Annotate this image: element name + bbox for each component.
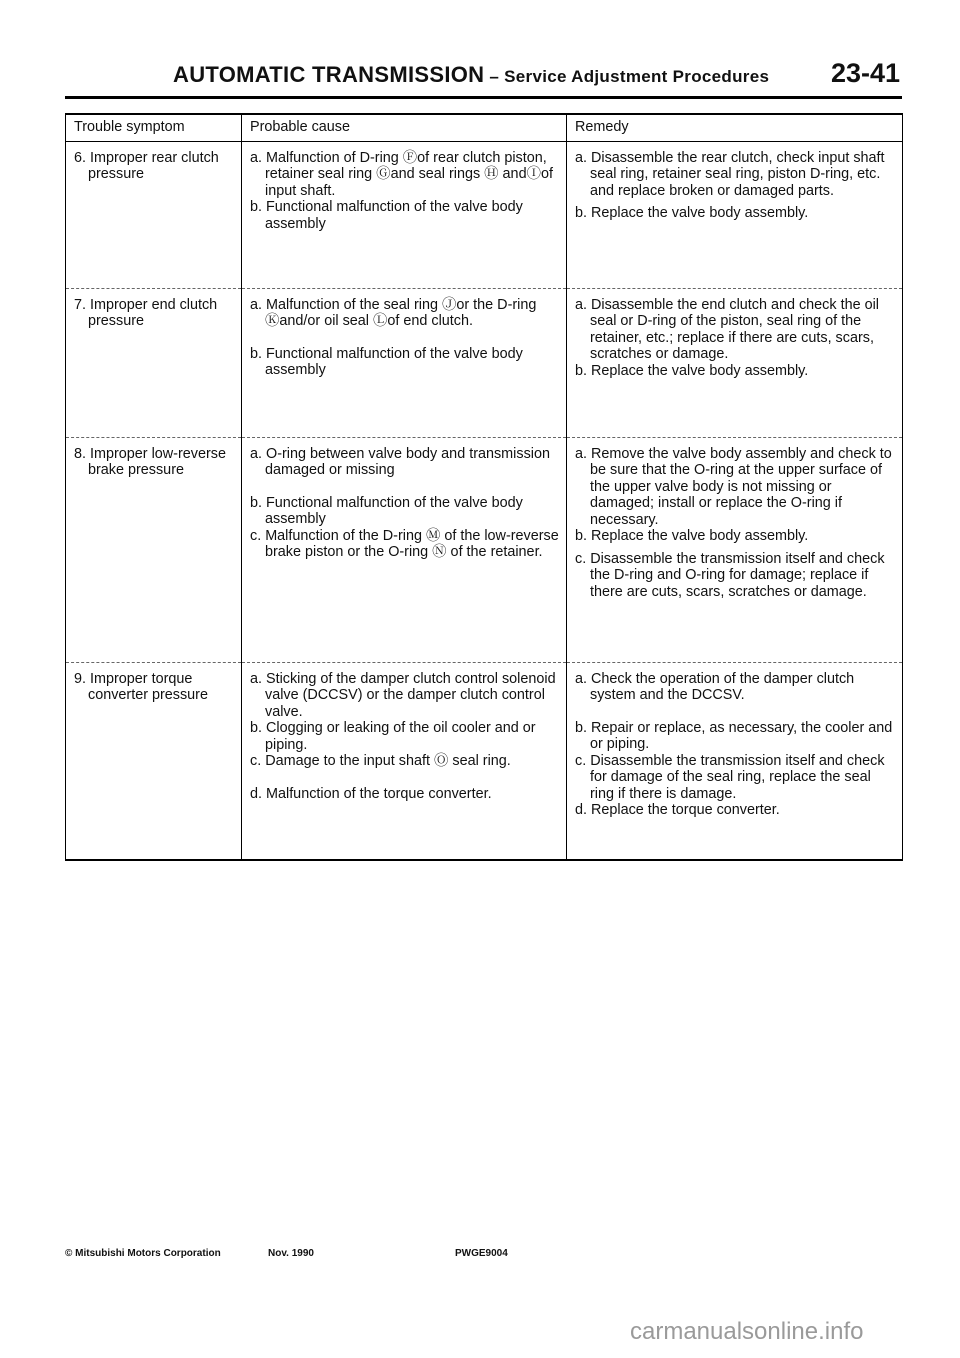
remedy-item: c. Disassemble the transmission itself and check for damage of the seal ring, replace the seal ring if there is damage. xyxy=(575,752,885,802)
cause-cell xyxy=(242,141,567,288)
remedy-item: d. Replace the torque converter. xyxy=(575,802,780,818)
title-sub: – Service Adjustment Procedures xyxy=(484,67,770,86)
cause-item: b. Functional malfunction of the valve body assembly xyxy=(250,199,523,232)
cause-cell xyxy=(242,662,567,860)
footer-copyright: © Mitsubishi Motors Corporation xyxy=(65,1248,221,1259)
cause-item: b. Clogging or leaking of the oil cooler and or piping. xyxy=(250,720,536,753)
troubleshooting-table xyxy=(65,113,903,861)
remedy-cell xyxy=(567,662,903,860)
symptom-text: 8. Improper low-reverse brake pressure xyxy=(74,445,226,478)
remedy-cell xyxy=(567,437,903,662)
table-row xyxy=(66,288,903,437)
footer-date: Nov. 1990 xyxy=(268,1248,314,1259)
symptom-text: 6. Improper rear clutch pressure xyxy=(74,149,219,182)
page-title xyxy=(173,62,769,88)
cause-item: a. O-ring between valve body and transmission damaged or missing xyxy=(250,445,550,478)
symptom-cell xyxy=(66,288,242,437)
symptom-text: 7. Improper end clutch pressure xyxy=(74,296,218,329)
remedy-item: b. Replace the valve body assembly. xyxy=(575,205,809,221)
table-row xyxy=(66,437,903,662)
cause-item: b. Functional malfunction of the valve body assembly xyxy=(250,494,523,527)
cause-item: c. Damage to the input shaft Ⓞ seal ring. xyxy=(250,753,511,769)
cause-cell xyxy=(242,288,567,437)
footer-code: PWGE9004 xyxy=(455,1248,508,1259)
header-trouble-symptom: Trouble symptom xyxy=(66,114,242,141)
header-remedy: Remedy xyxy=(567,114,903,141)
remedy-item: a. Disassemble the end clutch and check the oil seal or D-ring of the piston, seal ring of the retainer, etc.; replace if there are cuts, scars, scratches or damage. xyxy=(575,296,879,362)
cause-item: d. Malfunction of the torque converter. xyxy=(250,785,492,802)
remedy-item: a. Check the operation of the damper clutch system and the DCCSV. xyxy=(575,670,855,703)
remedy-cell xyxy=(567,141,903,288)
header-probable-cause: Probable cause xyxy=(242,114,567,141)
cause-item: a. Sticking of the damper clutch control solenoid valve (DCCSV) or the damper clutch control valve. xyxy=(250,670,556,720)
remedy-item: a. Disassemble the rear clutch, check input shaft seal ring, retainer seal ring, piston D-ring, etc. and replace broken or damaged parts. xyxy=(575,149,885,199)
symptom-cell xyxy=(66,662,242,860)
symptom-text: 9. Improper torque converter pressure xyxy=(74,670,208,703)
page-header xyxy=(65,60,902,99)
table-row xyxy=(66,141,903,288)
table-row xyxy=(66,662,903,860)
cause-item: c. Malfunction of the D-ring Ⓜ of the low-reverse brake piston or the O-ring Ⓝ of the retainer. xyxy=(250,527,559,560)
title-main: AUTOMATIC TRANSMISSION xyxy=(173,62,485,87)
cause-cell xyxy=(242,437,567,662)
page-number: 23-41 xyxy=(830,58,900,88)
table-header-row xyxy=(66,114,903,141)
remedy-item: b. Replace the valve body assembly. xyxy=(575,362,809,379)
remedy-item: a. Remove the valve body assembly and check to be sure that the O-ring at the upper surface of the upper valve body is not missing or damaged; install or replace the O-ring if necessary. xyxy=(575,445,892,528)
remedy-item: b. Replace the valve body assembly. xyxy=(575,528,809,544)
watermark: carmanualsonline.info xyxy=(630,1318,864,1345)
cause-item: a. Malfunction of the seal ring Ⓙor the D-ring Ⓚand/or oil seal Ⓛof end clutch. xyxy=(250,296,537,329)
cause-item: a. Malfunction of D-ring Ⓕof rear clutch piston, retainer seal ring Ⓖand seal rings Ⓗ andⒾof input shaft. xyxy=(250,149,553,199)
remedy-cell xyxy=(567,288,903,437)
cause-item: b. Functional malfunction of the valve body assembly xyxy=(250,345,523,378)
symptom-cell xyxy=(66,437,242,662)
remedy-item: b. Repair or replace, as necessary, the cooler and or piping. xyxy=(575,719,893,752)
symptom-cell xyxy=(66,141,242,288)
remedy-item: c. Disassemble the transmission itself and check the D-ring and O-ring for damage; replace if there are cuts, scars, scratches or damage. xyxy=(575,550,885,600)
